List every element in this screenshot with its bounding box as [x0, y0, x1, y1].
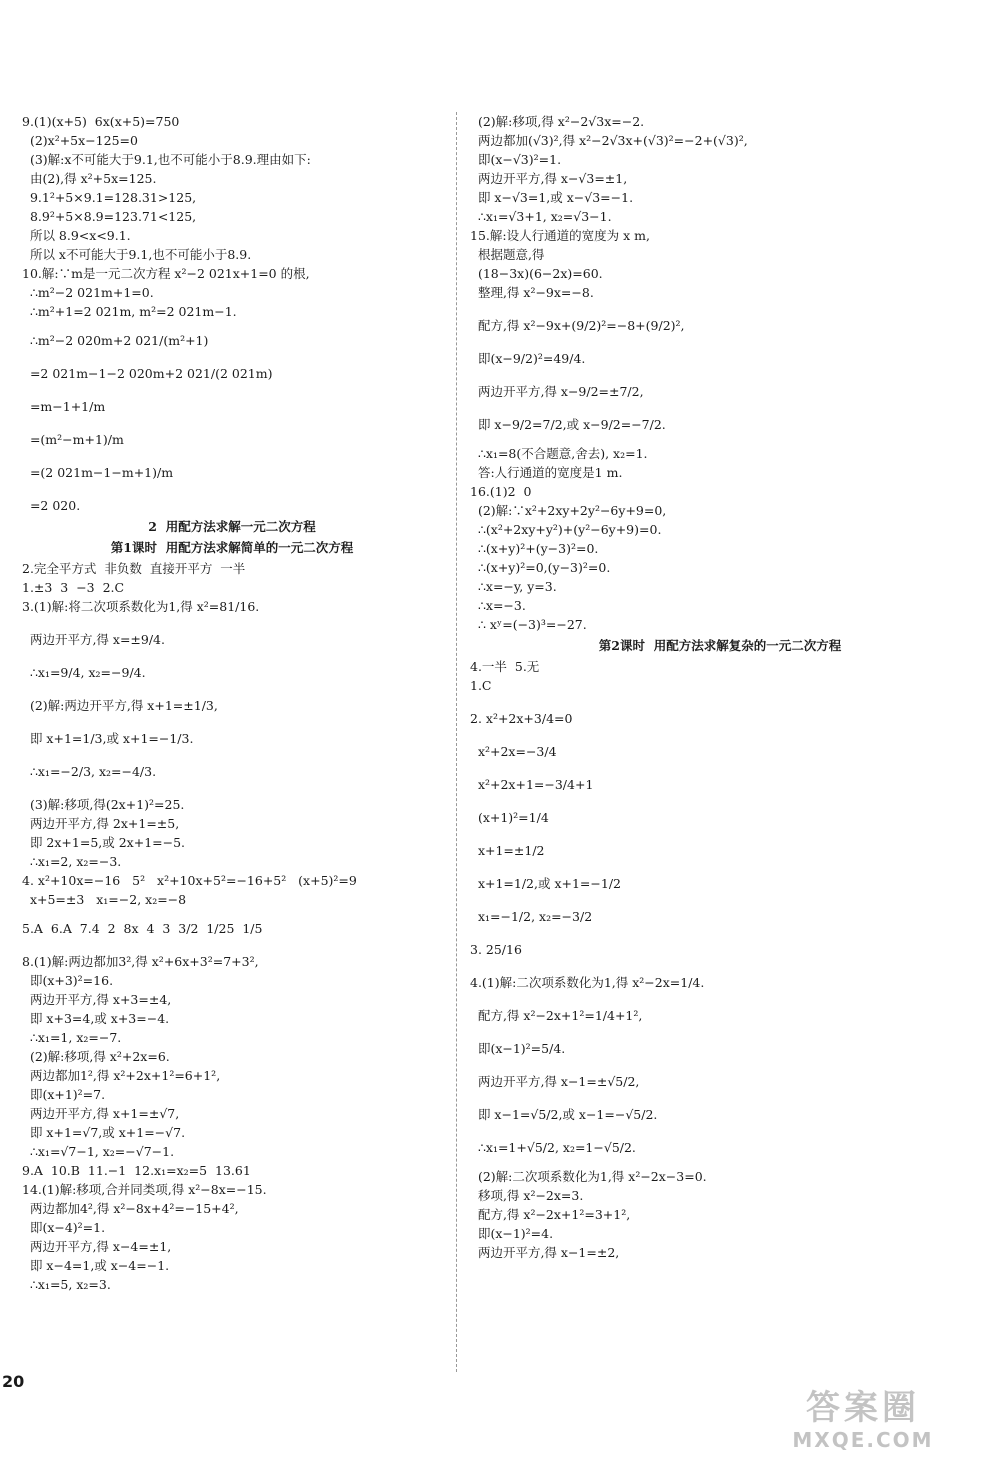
right-line: 即(x−1)²=4.: [470, 1226, 554, 1241]
right-line: 即(x−9/2)²=49/4.: [470, 351, 586, 366]
left-line: 即 x+1=1/3,或 x+1=−1/3.: [22, 731, 194, 746]
left-line: 两边开平方,得 x=±9/4.: [22, 632, 165, 647]
left-line: 即(x+3)²=16.: [22, 973, 114, 988]
right-line: 两边开平方,得 x−1=±2,: [470, 1245, 620, 1260]
left-line: 9.A 10.B 11.−1 12.x₁=x₂=5 13.61: [22, 1163, 251, 1178]
left-line: 两边开平方,得 x+3=±4,: [22, 992, 172, 1007]
right-line: 移项,得 x²−2x=3.: [470, 1188, 584, 1203]
left-column: [22, 112, 442, 1294]
left-line: 第1课时 用配方法求解简单的一元二次方程: [110, 540, 354, 555]
right-line: ∴ xʸ=(−3)³=−27.: [470, 617, 587, 632]
left-line: 两边开平方,得 2x+1=±5,: [22, 816, 180, 831]
right-line: x+1=1/2,或 x+1=−1/2: [470, 876, 622, 891]
left-line: ∴x₁=5, x₂=3.: [22, 1277, 111, 1292]
right-line: x²+2x+1=−3/4+1: [470, 777, 594, 792]
right-line: 第2课时 用配方法求解复杂的一元二次方程: [598, 638, 842, 653]
right-line: 4.(1)解:二次项系数化为1,得 x²−2x=1/4.: [470, 975, 705, 990]
left-line: 所以 8.9<x<9.1.: [22, 228, 131, 243]
left-line: ∴m²−2 020m+2 021/(m²+1): [22, 333, 209, 348]
left-line: ∴x₁=1, x₂=−7.: [22, 1030, 122, 1045]
left-line: 两边都加1²,得 x²+2x+1²=6+1²,: [22, 1068, 221, 1083]
right-line: 整理,得 x²−9x=−8.: [470, 285, 594, 300]
right-line: (2)解:移项,得 x²−2√3x=−2.: [470, 114, 645, 129]
left-line: 9.1²+5×9.1=128.31>125,: [22, 190, 197, 205]
watermark-text: 答案圈: [806, 1388, 920, 1428]
left-line: (2)解:两边开平方,得 x+1=±1/3,: [22, 698, 218, 713]
left-line: 14.(1)解:移项,合并同类项,得 x²−8x=−15.: [22, 1182, 267, 1197]
left-line: 8.(1)解:两边都加3²,得 x²+6x+3²=7+3²,: [22, 954, 259, 969]
left-line: ∴x₁=9/4, x₂=−9/4.: [22, 665, 146, 680]
right-line: ∴x₁=1+√5/2, x₂=1−√5/2.: [470, 1140, 636, 1155]
left-line: 即(x+1)²=7.: [22, 1087, 106, 1102]
watermark-url: MXQE.COM: [792, 1428, 934, 1452]
right-line: 两边都加(√3)²,得 x²−2√3x+(√3)²=−2+(√3)²,: [470, 133, 748, 148]
left-line: (3)解:移项,得(2x+1)²=25.: [22, 797, 185, 812]
right-line: ∴x₁=8(不合题意,舍去), x₂=1.: [470, 446, 648, 461]
left-line: 由(2),得 x²+5x=125.: [22, 171, 157, 186]
left-line: 所以 x不可能大于9.1,也不可能小于8.9.: [22, 247, 252, 262]
left-line: 即 x+1=√7,或 x+1=−√7.: [22, 1125, 186, 1140]
left-line: =m−1+1/m: [22, 399, 106, 414]
right-line: 16.(1)2 0: [470, 484, 532, 499]
left-line: 两边开平方,得 x+1=±√7,: [22, 1106, 180, 1121]
right-line: 4.一半 5.无: [470, 659, 540, 674]
right-line: x+1=±1/2: [470, 843, 545, 858]
left-line: ∴x₁=2, x₂=−3.: [22, 854, 122, 869]
watermark-logo: [748, 1388, 978, 1463]
right-line: 即 x−√3=1,或 x−√3=−1.: [470, 190, 634, 205]
right-line: 两边开平方,得 x−9/2=±7/2,: [470, 384, 644, 399]
left-line: 8.9²+5×8.9=123.71<125,: [22, 209, 197, 224]
right-line: (2)解:∵x²+2xy+2y²−6y+9=0,: [470, 503, 667, 518]
right-line: 即 x−1=√5/2,或 x−1=−√5/2.: [470, 1107, 658, 1122]
left-line: 5.A 6.A 7.4 2 8x 4 3 3/2 1/25 1/5: [22, 921, 263, 936]
right-line: ∴x=−3.: [470, 598, 526, 613]
right-line: 2. x²+2x+3/4=0: [470, 711, 573, 726]
left-line: ∴x₁=√7−1, x₂=−√7−1.: [22, 1144, 175, 1159]
right-column: [470, 112, 970, 1262]
left-line: 9.(1)(x+5) 6x(x+5)=750: [22, 114, 180, 129]
left-line: ∴m²+1=2 021m, m²=2 021m−1.: [22, 304, 237, 319]
left-line: =(m²−m+1)/m: [22, 432, 124, 447]
right-line: 配方,得 x²−9x+(9/2)²=−8+(9/2)²,: [470, 318, 685, 333]
right-line: 答:人行通道的宽度是1 m.: [470, 465, 623, 480]
left-line: =(2 021m−1−m+1)/m: [22, 465, 174, 480]
right-line: ∴(x+y)²+(y−3)²=0.: [470, 541, 599, 556]
left-line: 两边开平方,得 x−4=±1,: [22, 1239, 172, 1254]
right-line: x₁=−1/2, x₂=−3/2: [470, 909, 593, 924]
left-line: 即 x−4=1,或 x−4=−1.: [22, 1258, 170, 1273]
left-line: 2 用配方法求解一元二次方程: [148, 519, 316, 534]
right-line: 3. 25/16: [470, 942, 522, 957]
left-line: 即 x+3=4,或 x+3=−4.: [22, 1011, 170, 1026]
column-divider: [456, 112, 457, 1372]
right-line: 即(x−√3)²=1.: [470, 152, 562, 167]
right-line: ∴(x²+2xy+y²)+(y²−6y+9)=0.: [470, 522, 662, 537]
right-line: (18−3x)(6−2x)=60.: [470, 266, 603, 281]
right-line: 根据题意,得: [470, 247, 545, 262]
right-line: ∴x=−y, y=3.: [470, 579, 557, 594]
left-line: x+5=±3 x₁=−2, x₂=−8: [22, 892, 187, 907]
right-line: ∴(x+y)²=0,(y−3)²=0.: [470, 560, 611, 575]
right-line: 即 x−9/2=7/2,或 x−9/2=−7/2.: [470, 417, 666, 432]
right-line: 15.解:设人行通道的宽度为 x m,: [470, 228, 650, 243]
left-line: ∴m²−2 021m+1=0.: [22, 285, 154, 300]
left-line: 即 2x+1=5,或 2x+1=−5.: [22, 835, 186, 850]
right-line: ∴x₁=√3+1, x₂=√3−1.: [470, 209, 612, 224]
left-line: (2)x²+5x−125=0: [22, 133, 138, 148]
right-line: 配方,得 x²−2x+1²=3+1²,: [470, 1207, 631, 1222]
right-line: (x+1)²=1/4: [470, 810, 549, 825]
left-line: =2 021m−1−2 020m+2 021/(2 021m): [22, 366, 273, 381]
right-line: 1.C: [470, 678, 492, 693]
left-line: 3.(1)解:将二次项系数化为1,得 x²=81/16.: [22, 599, 260, 614]
page-number: 20: [2, 1372, 25, 1391]
right-line: 两边开平方,得 x−1=±√5/2,: [470, 1074, 640, 1089]
left-line: 2.完全平方式 非负数 直接开平方 一半: [22, 561, 246, 576]
left-line: (2)解:移项,得 x²+2x=6.: [22, 1049, 170, 1064]
right-line: 即(x−1)²=5/4.: [470, 1041, 566, 1056]
left-line: 10.解:∵m是一元二次方程 x²−2 021x+1=0 的根,: [22, 266, 310, 281]
right-line: x²+2x=−3/4: [470, 744, 557, 759]
left-line: 两边都加4²,得 x²−8x+4²=−15+4²,: [22, 1201, 239, 1216]
left-line: 即(x−4)²=1.: [22, 1220, 106, 1235]
left-line: ∴x₁=−2/3, x₂=−4/3.: [22, 764, 157, 779]
right-line: 两边开平方,得 x−√3=±1,: [470, 171, 628, 186]
left-line: 1.±3 3 −3 2.C: [22, 580, 125, 595]
left-line: 4. x²+10x=−16 5² x²+10x+5²=−16+5² (x+5)²=9: [22, 873, 357, 888]
right-line: (2)解:二次项系数化为1,得 x²−2x−3=0.: [470, 1169, 707, 1184]
right-line: 配方,得 x²−2x+1²=1/4+1²,: [470, 1008, 643, 1023]
left-line: (3)解:x不可能大于9.1,也不可能小于8.9.理由如下:: [22, 152, 311, 167]
left-line: =2 020.: [22, 498, 81, 513]
